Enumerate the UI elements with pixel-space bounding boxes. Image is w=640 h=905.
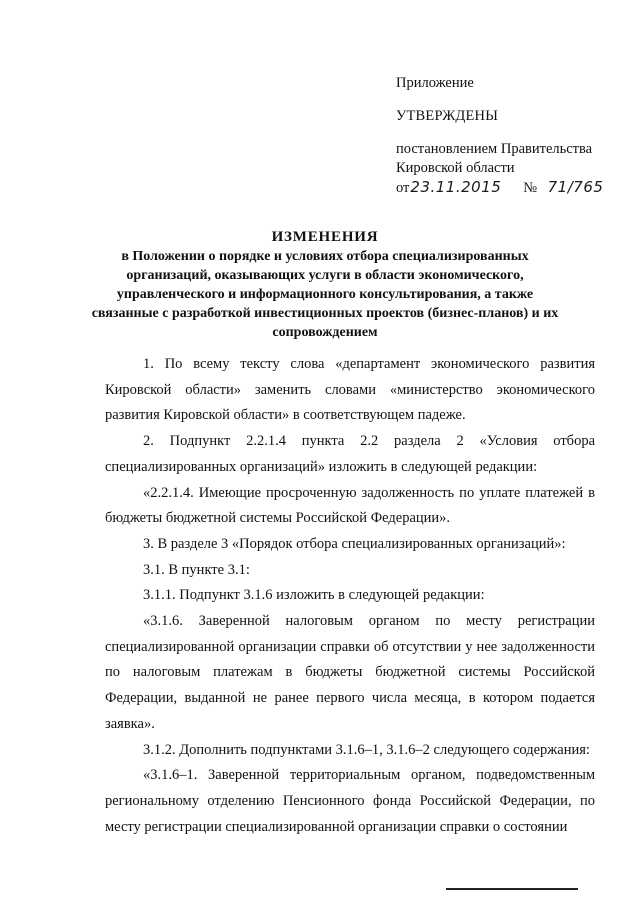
paragraph-3-1-1: 3.1.1. Подпункт 3.1.6 изложить в следующей редакции: <box>143 587 485 604</box>
appendix-label: Приложение <box>396 75 474 91</box>
handwritten-date: 23.11.2015 <box>410 178 502 196</box>
handwritten-number: 71/765 <box>547 178 604 196</box>
document-body <box>105 352 595 840</box>
number-label: № <box>523 180 538 196</box>
heading-subtitle: в Положении о порядке и условиях отбора специализированных организаций, оказывающих услуги в области экономического, управленческого и информационного консультирования, а также связанные с разработкой инвестиционных проектов (бизнес-планов) и их сопровождением <box>91 249 559 340</box>
paragraph-3-1-6-1: «3.1.6–1. Заверенной территориальным органом, подведомственным региональному отделению Пенсионного фонда Российской Федерации, по месту регистрации специализированной организации справки о состоянии <box>105 767 595 835</box>
decree-date-number <box>396 178 626 198</box>
approved-label: УТВЕРЖДЕНЫ <box>396 108 499 124</box>
footer-rule <box>446 888 578 890</box>
paragraph-1: 1. По всему тексту слова «департамент экономического развития Кировской области» заменить словами «министерство экономического развития Кировской области» в соответствующем падеже. <box>105 356 595 424</box>
paragraph-2-2-1-4: «2.2.1.4. Имеющие просроченную задолженность по уплате платежей в бюджеты бюджетной системы Российской Федерации». <box>105 484 595 527</box>
paragraph-2: 2. Подпункт 2.2.1.4 пункта 2.2 раздела 2 «Условия отбора специализированных организаций» изложить в следующей редакции: <box>105 433 595 475</box>
heading-title: ИЗМЕНЕНИЯ <box>271 229 379 245</box>
dated-prefix: от <box>396 180 410 196</box>
paragraph-3-1: 3.1. В пункте 3.1: <box>143 561 250 578</box>
paragraph-3-1-2: 3.1.2. Дополнить подпунктами 3.1.6–1, 3.1.6–2 следующего содержания: <box>143 741 590 758</box>
document-heading <box>90 228 560 342</box>
decree-reference: постановлением Правительства Кировской области <box>396 141 593 176</box>
approval-block <box>396 74 626 198</box>
paragraph-3: 3. В разделе 3 «Порядок отбора специализированных организаций»: <box>143 535 566 552</box>
paragraph-3-1-6: «3.1.6. Заверенной налоговым органом по месту регистрации специализированной организации справки об отсутствии у нее задолженности по налоговым платежам в бюджеты бюджетной системы Российской Федерации, выданной не ранее первого числа месяца, в котором подается заявка». <box>105 613 595 732</box>
